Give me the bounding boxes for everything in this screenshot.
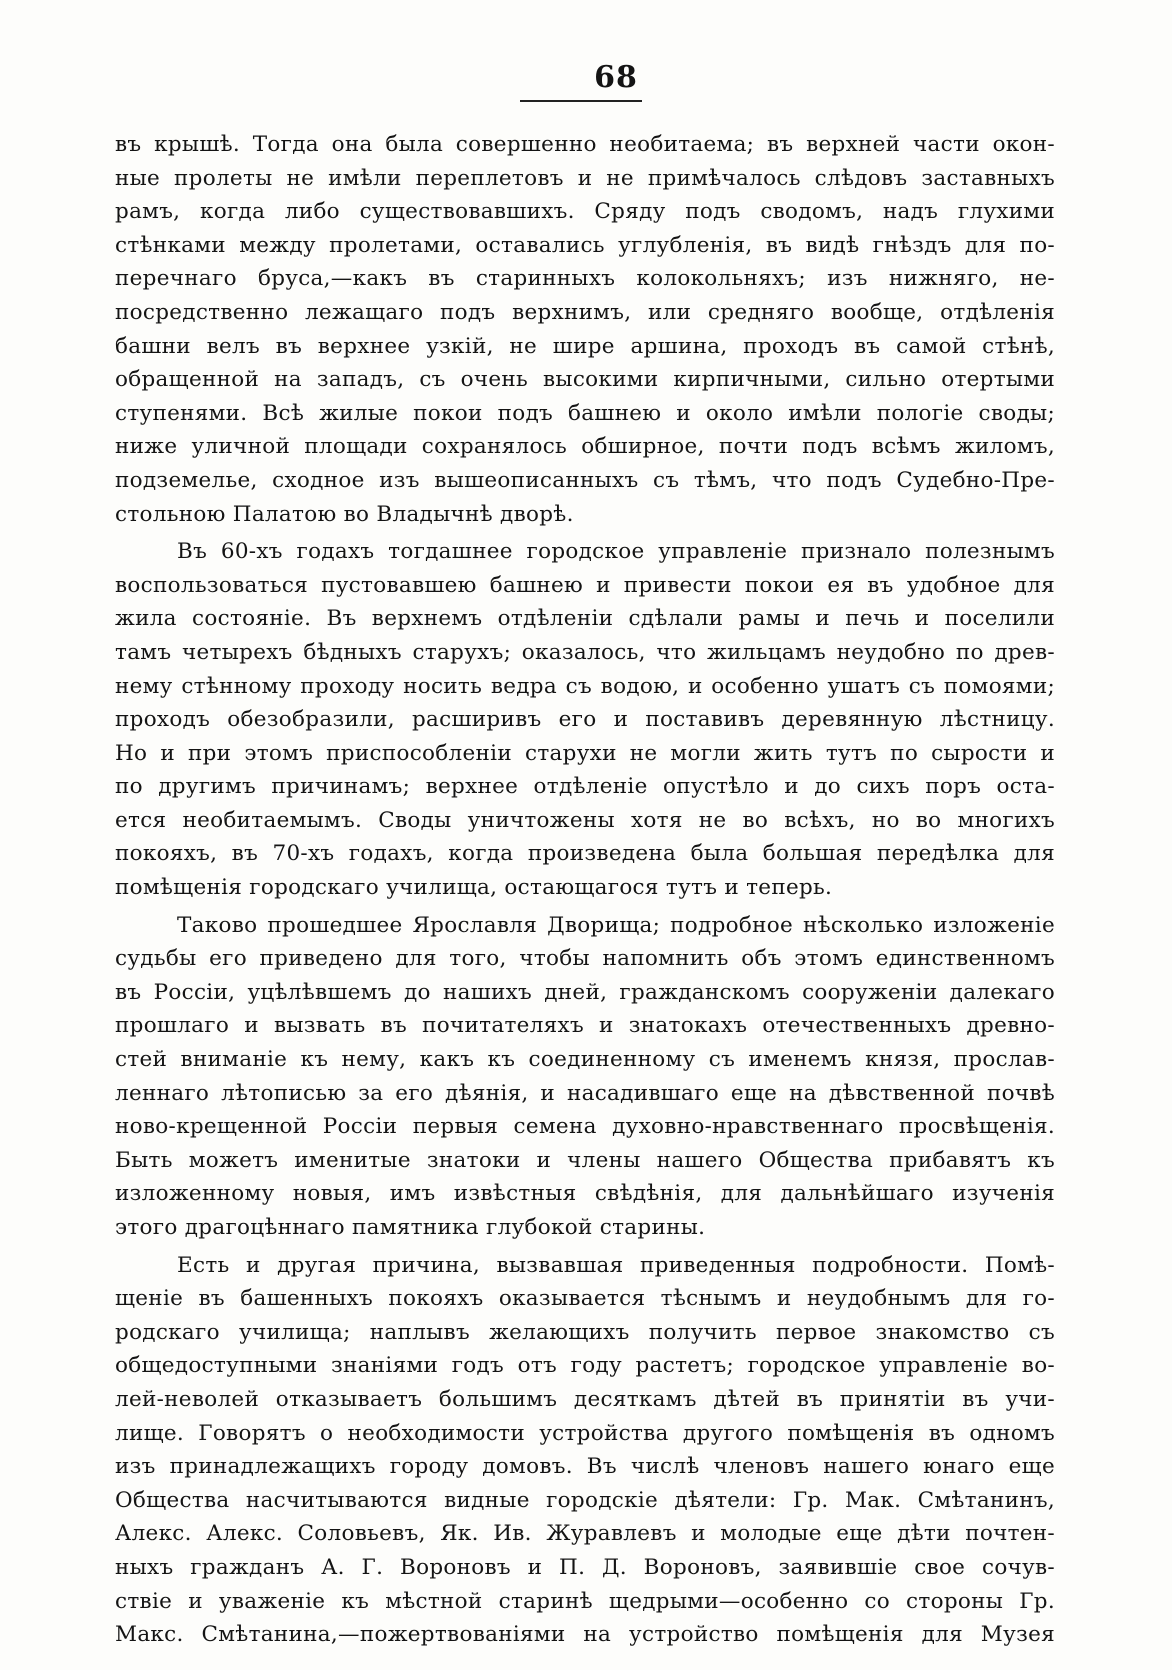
text-line: родскаго училища; наплывъ желающихъ получить первое знакомство съ xyxy=(115,1319,1055,1345)
text-line: ныхъ гражданъ А. Г. Вороновъ и П. Д. Вороновъ, заявившіе свое сочув- xyxy=(115,1554,1055,1580)
body-text xyxy=(115,128,1055,1652)
text-line: Въ 60-хъ годахъ тогдашнее городское управленіе признало полезнымъ xyxy=(177,539,1055,565)
text-line: прошлаго и вызвать въ почитателяхъ и знатокахъ отечественныхъ древно- xyxy=(115,1013,1055,1039)
page-number-text: 68 xyxy=(594,60,638,95)
text-line: Есть и другая причина, вызвавшая приведенныя подробности. Помѣ- xyxy=(177,1252,1055,1278)
text-line: Макс. Смѣтанина,—пожертвованіями на устройство помѣщенія для Музея xyxy=(115,1622,1055,1648)
paragraph-4 xyxy=(115,1249,1055,1652)
text-line: судьбы его приведено для того, чтобы напомнить объ этомъ единственномъ xyxy=(115,946,1055,972)
text-line: перечнаго бруса,—какъ въ старинныхъ колокольняхъ; изъ нижняго, не- xyxy=(115,266,1055,292)
text-line: воспользоваться пустовавшею башнею и привести покои ея въ удобное для xyxy=(115,572,1055,598)
text-line: покояхъ, въ 70-хъ годахъ, когда произведена была большая передѣлка для xyxy=(115,841,1055,867)
text-line: ствіе и уваженіе къ мѣстной старинѣ щедрыми—особенно со стороны Гр. xyxy=(115,1588,1055,1614)
page-number xyxy=(0,60,1172,95)
text-line: этого драгоцѣннаго памятника глубокой старины. xyxy=(115,1215,706,1240)
text-line: Общества насчитываются видные городскіе дѣятели: Гр. Мак. Смѣтанинъ, xyxy=(115,1487,1055,1513)
header-rule xyxy=(520,100,642,102)
text-line: обращенной на западъ, съ очень высокими кирпичными, сильно отертыми xyxy=(115,367,1055,393)
text-line: стей вниманіе къ нему, какъ къ соединенному съ именемъ князя, прослав- xyxy=(115,1047,1055,1073)
paragraph-1 xyxy=(115,128,1055,531)
text-line: въ крышѣ. Тогда она была совершенно необитаема; въ верхней части окон- xyxy=(115,132,1055,157)
text-line: жила состояніе. Въ верхнемъ отдѣленіи сдѣлали рамы и печь и поселили xyxy=(115,606,1055,632)
text-line: нему стѣнному проходу носить ведра съ водою, и особенно ушатъ съ помоями; xyxy=(115,673,1055,699)
text-line: Алекс. Алекс. Соловьевъ, Як. Ив. Журавлевъ и молодые еще дѣти почтен- xyxy=(115,1521,1055,1547)
text-line: лище. Говорятъ о необходимости устройства другого помѣщенія въ одномъ xyxy=(115,1420,1055,1446)
text-line: стольною Палатою во Владычнѣ дворѣ. xyxy=(115,501,574,527)
text-line: помѣщенія городскаго училища, остающагося тутъ и теперь. xyxy=(115,875,833,901)
text-line: по другимъ причинамъ; верхнее отдѣленіе опустѣло и до сихъ поръ оста- xyxy=(115,774,1055,800)
text-line: стѣнками между пролетами, оставались углубленія, въ видѣ гнѣздъ для по- xyxy=(115,232,1055,258)
text-line: изложенному новыя, имъ извѣстныя свѣдѣнія, для дальнѣйшаго изученія xyxy=(115,1181,1055,1207)
paragraph-3 xyxy=(115,909,1055,1245)
text-line: подземелье, сходное изъ вышеописанныхъ съ тѣмъ, что подъ Судебно-Пре- xyxy=(115,467,1055,493)
text-line: ниже уличной площади сохранялось обширное, почти подъ всѣмъ жиломъ, xyxy=(115,434,1055,460)
text-line: ступенями. Всѣ жилые покои подъ башнею и около имѣли пологіе своды; xyxy=(115,400,1055,426)
text-line: Но и при этомъ приспособленіи старухи не могли жить тутъ по сырости и xyxy=(115,740,1055,766)
text-line: посредственно лежащаго подъ верхнимъ, или средняго вообще, отдѣленія xyxy=(115,299,1055,325)
paragraph-2 xyxy=(115,535,1055,905)
text-line: Таково прошедшее Ярославля Дворища; подробное нѣсколько изложеніе xyxy=(177,912,1055,938)
text-line: тамъ четырехъ бѣдныхъ старухъ; оказалось, что жильцамъ неудобно по древ- xyxy=(115,639,1055,665)
text-line: леннаго лѣтописью за его дѣянія, и насадившаго еще на дѣвственной почвѣ xyxy=(115,1080,1055,1106)
text-line: ется необитаемымъ. Своды уничтожены хотя не во всѣхъ, но во многихъ xyxy=(115,807,1055,833)
text-line: Быть можетъ именитые знатоки и члены нашего Общества прибавятъ къ xyxy=(115,1147,1055,1173)
text-line: щеніе въ башенныхъ покояхъ оказывается тѣснымъ и неудобнымъ для го- xyxy=(115,1286,1055,1312)
text-line: общедоступными знаніями годъ отъ году растетъ; городское управленіе во- xyxy=(115,1353,1055,1379)
text-line: башни велъ въ верхнее узкій, не шире аршина, проходъ въ самой стѣнѣ, xyxy=(115,333,1055,359)
text-line: лей-неволей отказываетъ большимъ десяткамъ дѣтей въ принятіи въ учи- xyxy=(115,1386,1055,1412)
text-line: ные пролеты не имѣли переплетовъ и не примѣчалось слѣдовъ заставныхъ xyxy=(115,165,1055,191)
text-line: изъ принадлежащихъ городу домовъ. Въ числѣ членовъ нашего юнаго еще xyxy=(115,1454,1055,1480)
text-line: въ Россіи, уцѣлѣвшемъ до нашихъ дней, гражданскомъ сооруженіи далекаго xyxy=(115,979,1055,1005)
text-line: ново-крещенной Россіи первыя семена духовно-нравственнаго просвѣщенія. xyxy=(115,1114,1055,1140)
text-line: рамъ, когда либо существовавшихъ. Сряду подъ сводомъ, надъ глухими xyxy=(115,199,1055,225)
text-line: проходъ обезобразили, расширивъ его и поставивъ деревянную лѣстницу. xyxy=(115,707,1055,733)
